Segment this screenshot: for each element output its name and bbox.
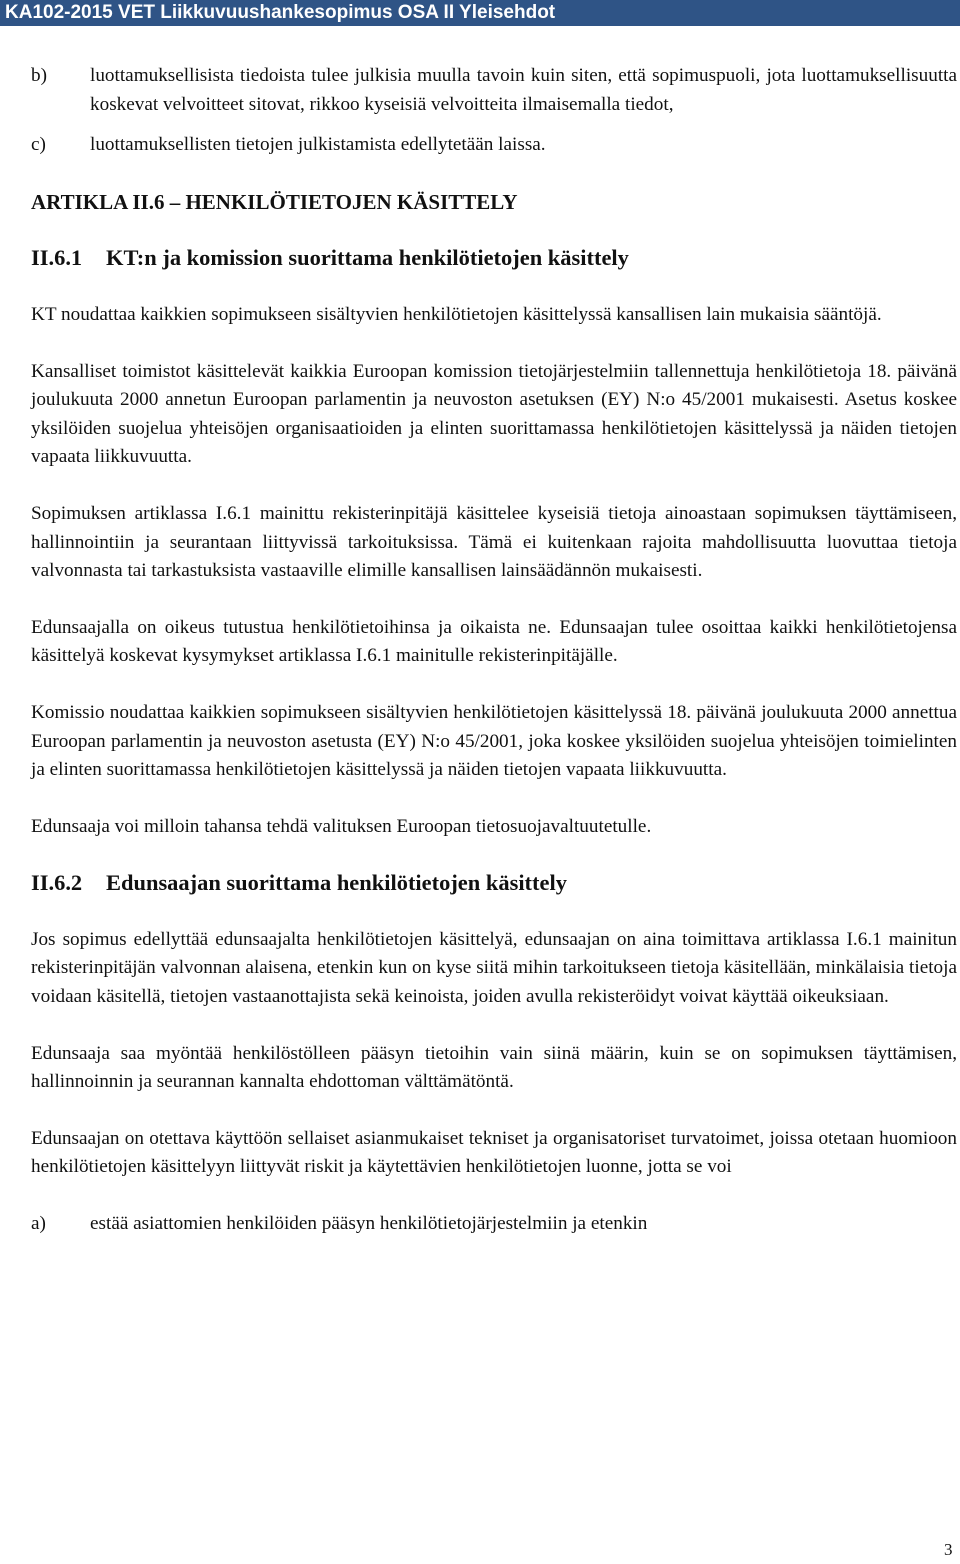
paragraph: Kansalliset toimistot käsittelevät kaikkia Euroopan komission tietojärjestelmiin tallennettuja henkilötietoja 18. päivänä joulukuuta 2000 annetun Euroopan parlamentin ja neuvoston asetuksen (EY) N:o 45/2001 mukaisesti. Asetus koskee yksilöiden suojelua yhteisöjen organisaatioiden ja elinten suorittamassa henkilötietojen käsittelyssä ja näiden tietojen vapaata liikkuvuutta. [31,360,957,468]
paragraph: KT noudattaa kaikkien sopimukseen sisältyvien henkilötietojen käsittelyssä kansallisen lain mukaisia sääntöjä. [31,303,882,325]
section-number: II.6.2 [31,870,83,896]
list-item-text: luottamuksellisista tiedoista tulee julkisia muulla tavoin kuin siten, että sopimuspuoli, jota luottamuksellisuutta koskevat velvoitteet sitovat, rikkoo kyseisiä velvoitteita ilmaisemalla tiedot, [90,65,957,115]
list-item-text: luottamuksellisten tietojen julkistamista edellytetään laissa. [90,134,546,156]
list-item-a [31,1210,957,1239]
section-number: II.6.1 [31,245,83,271]
running-header [0,0,960,26]
list-marker: b) [31,65,47,86]
list-item-b [31,62,957,119]
document-title: KA102-2015 VET Liikkuvuushankesopimus OSA II Yleisehdot [5,2,556,23]
paragraph: Sopimuksen artiklassa I.6.1 mainittu rekisterinpitäjä käsittelee kyseisiä tietoja ainoastaan sopimuksen täyttämiseen, hallinnointiin ja seurantaan liittyvissä tarkoituksissa. Tämä ei kuitenkaan rajoita mahdollisuutta luovuttaa tietoja valvonnasta tai tarkastuksista vastaaville elimille kansallisen lainsäädännön mukaisesti. [31,502,957,582]
article-heading: ARTIKLA II.6 – HENKILÖTIETOJEN KÄSITTELY [31,189,518,214]
paragraph: Edunsaaja voi milloin tahansa tehdä valituksen Euroopan tietosuojavaltuutetulle. [31,815,652,837]
paragraph: Edunsaajan on otettava käyttöön sellaiset asianmukaiset tekniset ja organisatoriset turvatoimet, joissa otetaan huomioon henkilötietojen käsittelyyn liittyvät riskit ja käytettävien henkilötietojen luonne, jotta se voi [31,1127,957,1178]
section-title: KT:n ja komission suorittama henkilötietojen käsittely [106,245,629,271]
paragraph: Jos sopimus edellyttää edunsaajalta henkilötietojen käsittelyä, edunsaajan on aina toimittava artiklassa I.6.1 mainitun rekisterinpitäjän valvonnan alaisena, etenkin kun on kyse siitä mihin tarkoitukseen tietoja käsitellään, minkälaisia tietoja voidaan käsitellä, tietojen vastaanottajista sekä keinoista, joiden avulla rekisteröidyt voivat käyttää oikeuksiaan. [31,928,957,1008]
list-marker: c) [31,134,46,156]
list-marker: a) [31,1213,46,1235]
paragraph: Edunsaajalla on oikeus tutustua henkilötietoihinsa ja oikaista ne. Edunsaajan tulee osoittaa kaikki henkilötietojensa käsittelyä koskevat kysymykset artiklassa I.6.1 mainitulle rekisterinpitäjälle. [31,616,957,667]
list-item-text: estää asiattomien henkilöiden pääsyn henkilötietojärjestelmiin ja etenkin [90,1213,648,1235]
page-number: 3 [944,1540,953,1559]
paragraph: Komissio noudattaa kaikkien sopimukseen sisältyvien henkilötietojen käsittelyssä 18. päivänä joulukuuta 2000 annettua Euroopan parlamentin ja neuvoston asetusta (EY) N:o 45/2001, joka koskee yksilöiden suojelua yhteisöjen toimielinten ja elinten suorittamassa henkilötietojen käsittelyssä ja näiden tietojen vapaata liikkuvuutta. [31,701,957,781]
section-heading-ii-6-1 [31,244,957,273]
list-item-c [31,131,957,160]
page-body [31,62,957,1239]
paragraph: Edunsaaja saa myöntää henkilöstölleen pääsyn tietoihin vain siinä määrin, kuin se on sopimuksen täyttämisen, hallinnoinnin ja seurannan kannalta ehdottoman välttämätöntä. [31,1042,957,1093]
section-title: Edunsaajan suorittama henkilötietojen käsittely [106,870,567,896]
section-heading-ii-6-2 [31,869,957,898]
